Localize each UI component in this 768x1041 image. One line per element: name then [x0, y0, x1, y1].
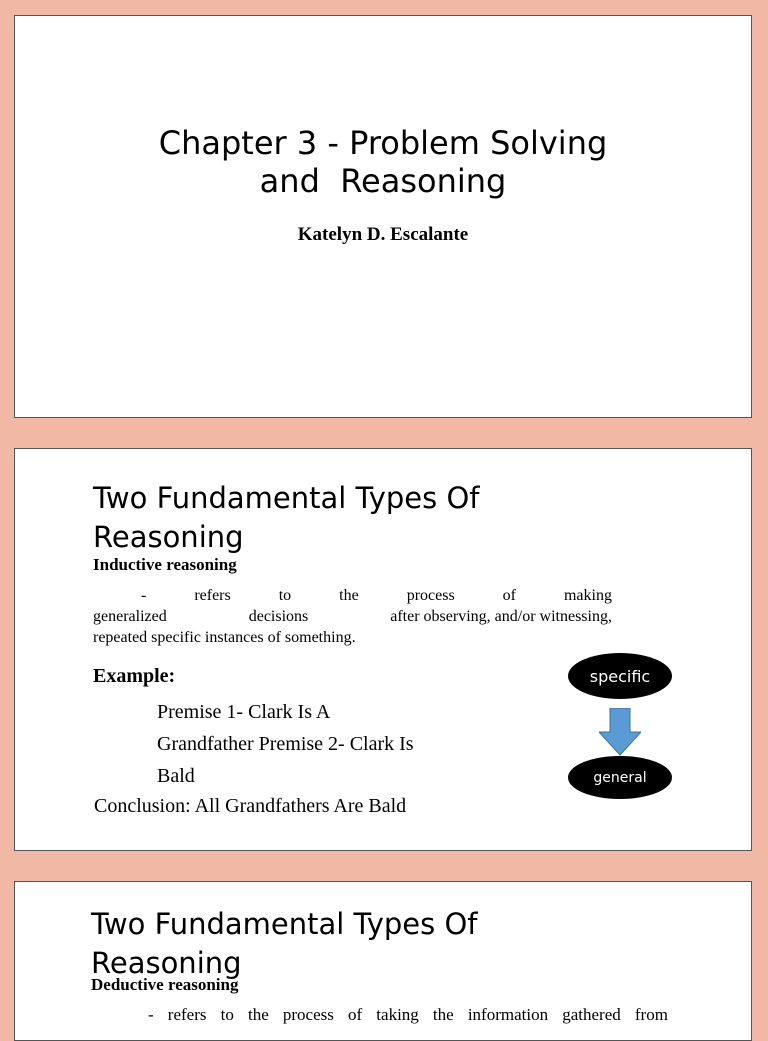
word-10: gathered — [562, 1005, 621, 1024]
conclusion: Conclusion: All Grandfathers Are Bald — [94, 795, 407, 817]
title-slide — [14, 15, 752, 418]
author-name: Katelyn D. Escalante — [297, 224, 469, 245]
general-oval: general — [568, 756, 672, 799]
word-4: the — [247, 1005, 269, 1024]
word-6: of — [348, 1005, 363, 1024]
slide-title-line-1: Two Fundamental Types Of — [93, 481, 480, 515]
word-11: from — [634, 1005, 668, 1024]
word-2: refers — [167, 1005, 207, 1024]
deductive-reasoning-slide — [14, 881, 752, 1041]
word-5: process — [282, 1005, 334, 1024]
word-6: of — [502, 587, 516, 604]
specific-oval: specific — [568, 653, 672, 699]
word-7: taking — [376, 1005, 419, 1024]
paragraph-line-2 — [93, 606, 612, 627]
word-3: to — [278, 587, 292, 604]
inductive-reasoning-slide — [14, 448, 752, 851]
word-9: information — [467, 1005, 549, 1024]
slide-title-line-2: Reasoning — [91, 946, 242, 980]
slide-title-line-1: Two Fundamental Types Of — [91, 907, 478, 941]
slide-title-line-2: and Reasoning — [259, 162, 507, 200]
word-1: - — [148, 1005, 154, 1024]
down-arrow-icon — [599, 708, 641, 756]
word-3: to — [220, 1005, 234, 1024]
paragraph-line-3: repeated specific instances of something. — [93, 629, 356, 646]
slide-title — [91, 905, 478, 983]
word-1: - — [141, 587, 147, 604]
word-4: the — [339, 587, 359, 604]
slide-title — [93, 479, 480, 557]
paragraph-line-1 — [93, 585, 612, 606]
word-8: the — [432, 1005, 454, 1024]
word-5: process — [406, 587, 455, 604]
slide-title-line-2: Reasoning — [93, 520, 244, 554]
word-1: generalized — [93, 608, 167, 625]
premise-line-3: Bald — [157, 765, 195, 787]
section-subtitle: Inductive reasoning — [93, 555, 237, 574]
slide-title — [15, 124, 751, 200]
word-7: making — [563, 587, 612, 604]
slide-title-line-1: Chapter 3 - Problem Solving — [158, 124, 608, 162]
paragraph-line-1 — [148, 1004, 668, 1025]
word-2: refers — [194, 587, 231, 604]
premise-line-1: Premise 1- Clark Is A — [157, 701, 331, 723]
premise-line-2: Grandfather Premise 2- Clark Is — [157, 733, 414, 755]
definition-paragraph — [93, 585, 612, 648]
example-label: Example: — [93, 665, 176, 687]
section-subtitle: Deductive reasoning — [91, 975, 239, 994]
word-2: decisions — [248, 608, 309, 625]
word-3: after observing, and/or witnessing, — [390, 608, 612, 625]
